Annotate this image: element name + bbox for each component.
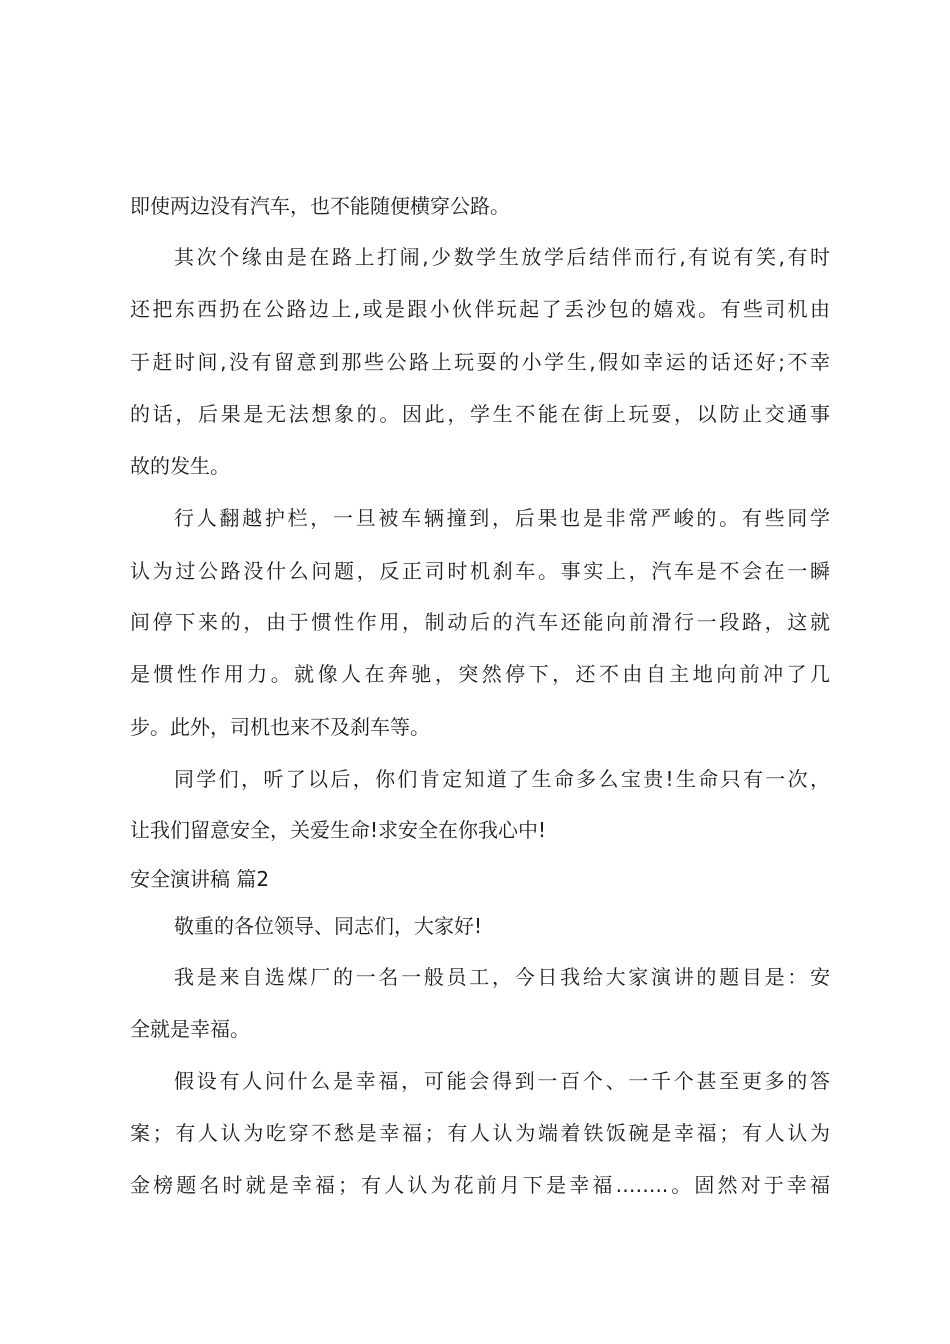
section-heading: 安全演讲稿 篇2	[130, 867, 270, 891]
text-line: 是惯性作用力。就像人在奔驰，突然停下，还不由自主地向前冲了几	[130, 662, 830, 686]
paragraph-first-line: 行人翻越护栏，一旦被车辆撞到，后果也是非常严峻的。有些同学	[174, 506, 830, 530]
text-line: 金榜题名时就是幸福；有人认为花前月下是幸福……..。固然对于幸福	[130, 1173, 830, 1197]
text-line: 的话，后果是无法想象的。因此，学生不能在街上玩耍，以防止交通事	[130, 402, 830, 426]
paragraph-first-line: 其次个缘由是在路上打闹,少数学生放学后结伴而行,有说有笑,有时	[174, 245, 830, 269]
text-line: 全就是幸福。	[130, 1017, 250, 1041]
text-line: 间停下来的，由于惯性作用，制动后的汽车还能向前滑行一段路，这就	[130, 610, 830, 634]
paragraph-first-line: 假设有人问什么是幸福，可能会得到一百个、一千个甚至更多的答	[174, 1069, 830, 1093]
text-line: 让我们留意安全，关爱生命!求安全在你我心中!	[130, 818, 547, 842]
text-line: 故的发生。	[130, 454, 230, 478]
text-line: 步。此外，司机也来不及刹车等。	[130, 715, 430, 739]
paragraph-first-line: 我是来自选煤厂的一名一般员工，今日我给大家演讲的题目是：安	[174, 965, 830, 989]
greeting-line: 敬重的各位领导、同志们，大家好!	[174, 914, 483, 938]
paragraph-first-line: 同学们，听了以后，你们肯定知道了生命多么宝贵!生命只有一次，	[174, 767, 830, 791]
text-line: 认为过公路没什么问题，反正司时机刹车。事实上，汽车是不会在一瞬	[130, 559, 830, 583]
text-line: 案；有人认为吃穿不愁是幸福；有人认为端着铁饭碗是幸福；有人认为	[130, 1121, 830, 1145]
text-line: 还把东西扔在公路边上,或是跟小伙伴玩起了丢沙包的嬉戏。有些司机由	[130, 297, 830, 321]
text-line: 于赶时间,没有留意到那些公路上玩耍的小学生,假如幸运的话还好;不幸	[130, 350, 830, 374]
text-line: 即使两边没有汽车，也不能随便横穿公路。	[130, 194, 510, 218]
